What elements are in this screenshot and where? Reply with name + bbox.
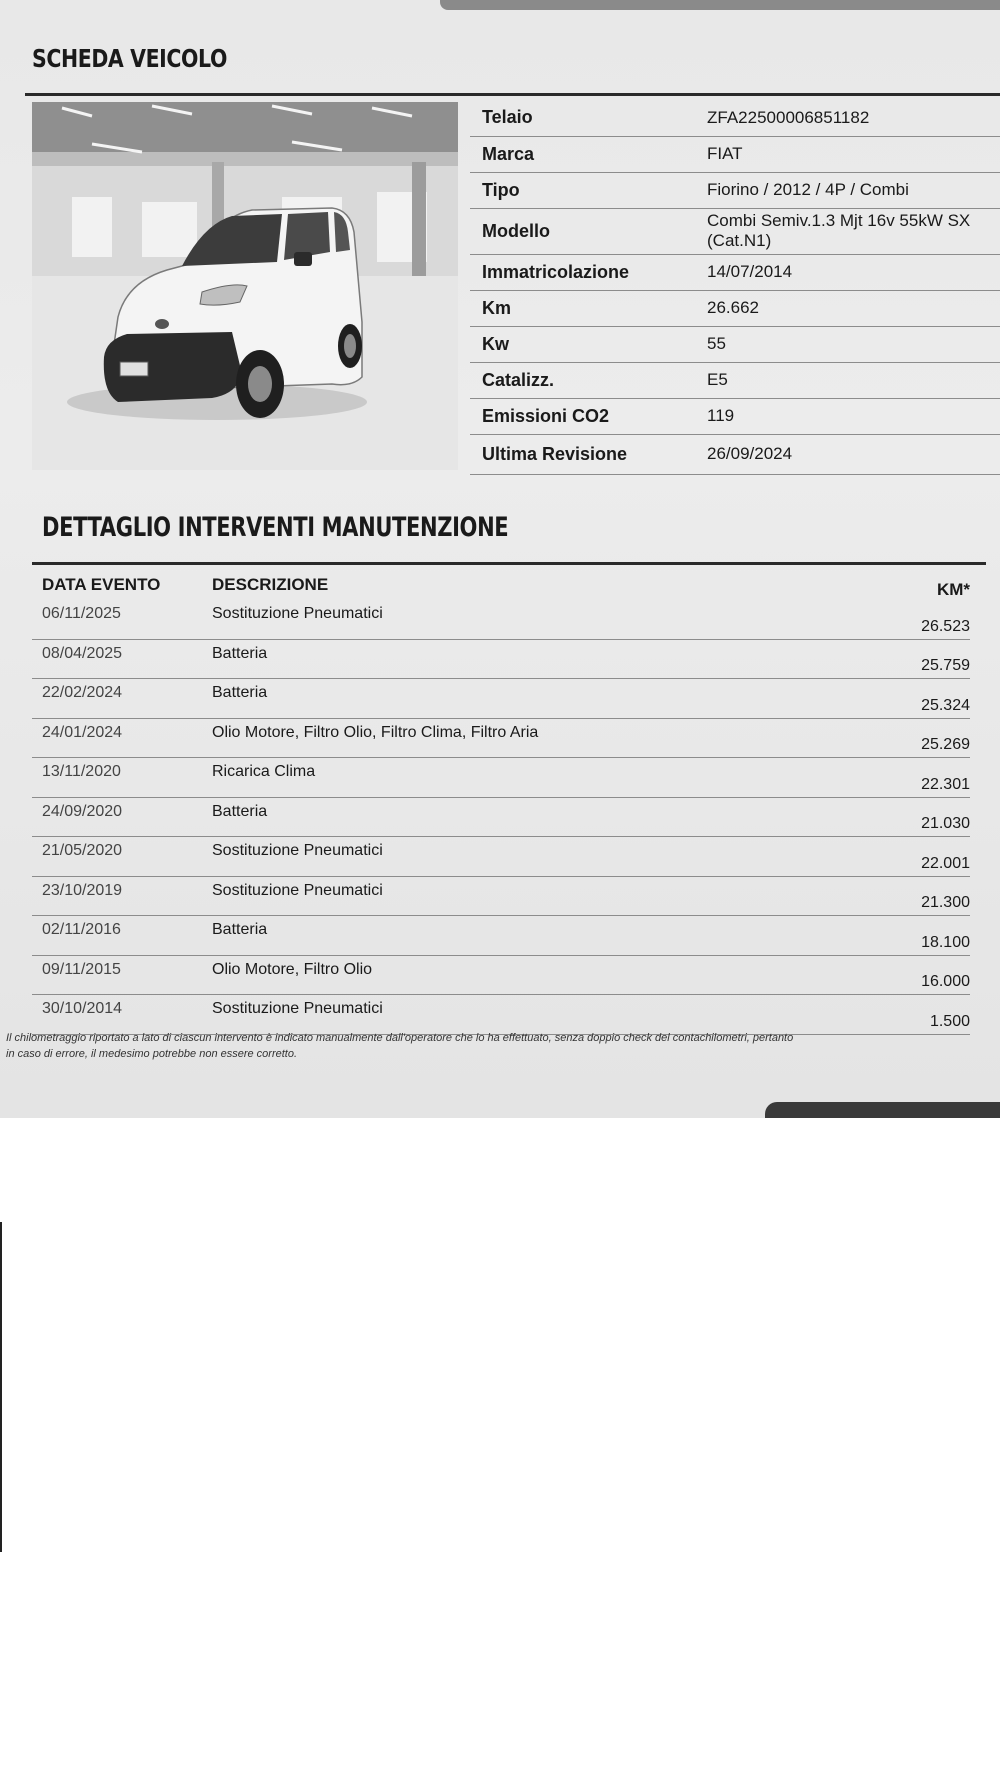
event-date: 06/11/2025	[32, 600, 202, 639]
spec-value: 14/07/2014	[695, 254, 1000, 290]
event-date: 22/02/2024	[32, 679, 202, 719]
top-edge-tab	[440, 0, 1000, 10]
event-description: Sostituzione Pneumatici	[202, 995, 850, 1035]
event-date: 23/10/2019	[32, 876, 202, 916]
bottom-edge-tab	[765, 1102, 1000, 1118]
table-row	[32, 758, 970, 798]
event-km: 22.001	[850, 837, 970, 877]
event-description: Olio Motore, Filtro Olio	[202, 955, 850, 995]
spec-value: Fiorino / 2012 / 4P / Combi	[695, 172, 1000, 208]
header-date: DATA EVENTO	[42, 575, 161, 594]
event-date: 21/05/2020	[32, 837, 202, 877]
event-km: 25.269	[850, 718, 970, 758]
event-description: Olio Motore, Filtro Olio, Filtro Clima, Filtro Aria	[202, 718, 850, 758]
spec-row	[470, 172, 1000, 208]
spec-value: Combi Semiv.1.3 Mjt 16v 55kW SX (Cat.N1)	[695, 208, 1000, 254]
spec-label: Telaio	[470, 100, 695, 136]
event-description: Batteria	[202, 797, 850, 837]
event-description: Sostituzione Pneumatici	[202, 600, 850, 639]
event-km: 1.500	[850, 995, 970, 1035]
event-km: 21.300	[850, 876, 970, 916]
table-row	[32, 916, 970, 956]
scan-edge-mark	[0, 1222, 2, 1552]
event-description: Batteria	[202, 679, 850, 719]
header-description: DESCRIZIONE	[212, 575, 329, 594]
spec-label: Ultima Revisione	[470, 434, 695, 474]
spec-label: Modello	[470, 208, 695, 254]
spec-value: 26/09/2024	[695, 434, 1000, 474]
spec-row	[470, 398, 1000, 434]
event-km: 22.301	[850, 758, 970, 798]
spec-value: FIAT	[695, 136, 1000, 172]
spec-row	[470, 100, 1000, 136]
spec-label: Km	[470, 290, 695, 326]
footnote	[6, 1030, 1000, 1062]
event-date: 09/11/2015	[32, 955, 202, 995]
spec-row	[470, 326, 1000, 362]
table-row	[32, 797, 970, 837]
table-row	[32, 955, 970, 995]
spec-value: 26.662	[695, 290, 1000, 326]
spec-label: Kw	[470, 326, 695, 362]
event-km: 21.030	[850, 797, 970, 837]
maintenance-section-title: DETTAGLIO INTERVENTI MANUTENZIONE	[42, 512, 509, 543]
event-km: 26.523	[850, 600, 970, 639]
spec-label: Emissioni CO2	[470, 398, 695, 434]
event-description: Batteria	[202, 916, 850, 956]
spec-row	[470, 434, 1000, 474]
spec-label: Tipo	[470, 172, 695, 208]
spec-row	[470, 290, 1000, 326]
maintenance-divider	[32, 562, 986, 565]
event-description: Sostituzione Pneumatici	[202, 837, 850, 877]
spec-label: Immatricolazione	[470, 254, 695, 290]
event-description: Ricarica Clima	[202, 758, 850, 798]
table-row	[32, 639, 970, 679]
header-km: KM*	[936, 580, 970, 599]
table-row	[32, 837, 970, 877]
vehicle-photo-drawing	[32, 102, 458, 470]
vehicle-specs-table	[470, 100, 1000, 475]
spec-value: 119	[695, 398, 1000, 434]
spec-row	[470, 136, 1000, 172]
maintenance-table	[32, 566, 970, 1035]
spec-label: Marca	[470, 136, 695, 172]
event-date: 24/01/2024	[32, 718, 202, 758]
event-date: 08/04/2025	[32, 639, 202, 679]
spec-label: Catalizz.	[470, 362, 695, 398]
spec-value: ZFA22500006851182	[695, 100, 1000, 136]
event-description: Sostituzione Pneumatici	[202, 876, 850, 916]
maintenance-header-row	[32, 566, 970, 600]
spec-value: E5	[695, 362, 1000, 398]
page-title: SCHEDA VEICOLO	[32, 44, 227, 73]
event-km: 18.100	[850, 916, 970, 956]
spec-row	[470, 362, 1000, 398]
title-divider	[25, 93, 1000, 96]
spec-row	[470, 208, 1000, 254]
footnote-line-2: in caso di errore, il medesimo potrebbe non essere corretto.	[6, 1048, 298, 1060]
table-row	[32, 679, 970, 719]
event-km: 25.324	[850, 679, 970, 719]
event-km: 25.759	[850, 639, 970, 679]
table-row	[32, 876, 970, 916]
table-row	[32, 600, 970, 639]
spec-value: 55	[695, 326, 1000, 362]
table-row	[32, 995, 970, 1035]
table-row	[32, 718, 970, 758]
footnote-line-1: Il chilometraggio riportato a lato di ciascun intervento è indicato manualmente dall'operatore che lo ha effettuato, senza doppio check del contachilometri, pertanto	[6, 1032, 794, 1044]
event-km: 16.000	[850, 955, 970, 995]
event-date: 13/11/2020	[32, 758, 202, 798]
event-date: 24/09/2020	[32, 797, 202, 837]
spec-row	[470, 254, 1000, 290]
event-description: Batteria	[202, 639, 850, 679]
event-date: 02/11/2016	[32, 916, 202, 956]
event-date: 30/10/2014	[32, 995, 202, 1035]
vehicle-photo	[32, 102, 458, 470]
